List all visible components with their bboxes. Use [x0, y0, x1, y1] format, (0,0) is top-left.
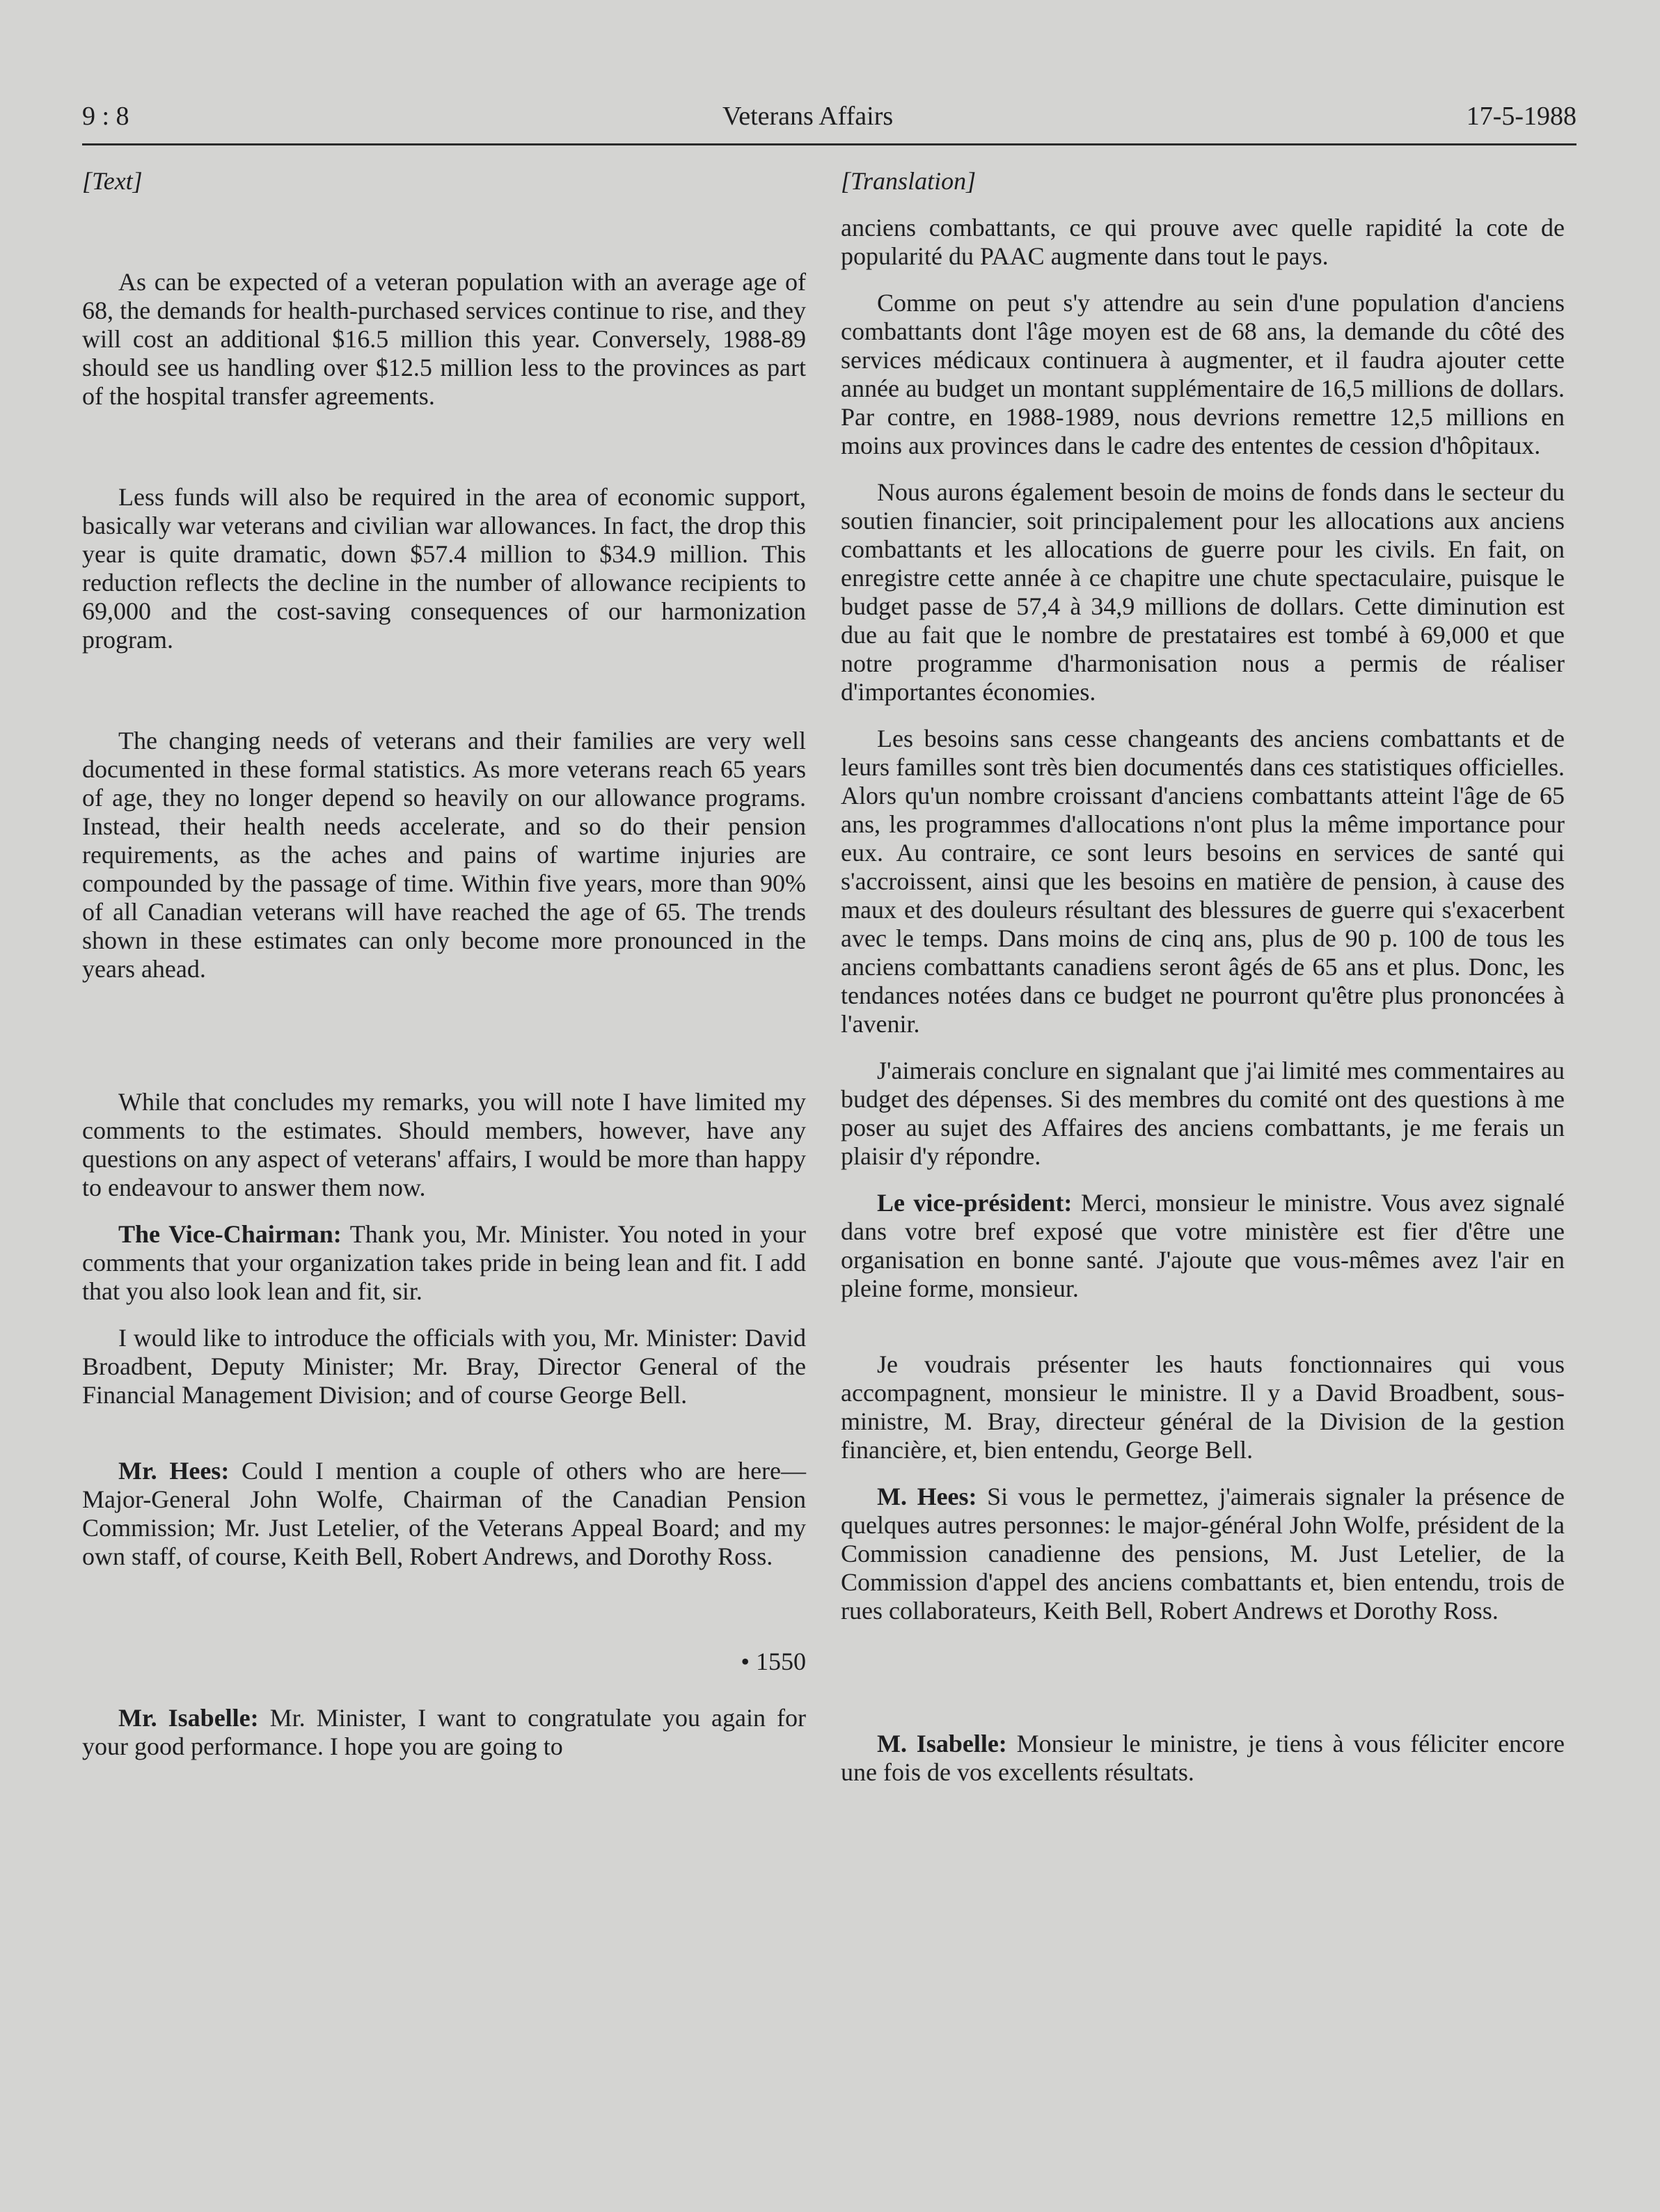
speech-text: Mr. Minister, I want to congratulate you again for your good performance. I hope you are going to	[82, 1704, 806, 1760]
speaker-paragraph	[841, 1189, 1565, 1303]
paragraph: While that concludes my remarks, you will note I have limited my comments to the estimates. Should members, however, have any questions on any aspect of veterans' affairs, I would be more than happy to endeavour to answer them now.	[82, 1088, 806, 1201]
header-rule	[82, 143, 1576, 145]
paragraph: Les besoins sans cesse changeants des anciens combattants et de leurs familles sont très bien documentés dans ces statistiques officielles. Alors qu'un nombre croissant d'anciens combattants atteint l'âge de 65 ans, les programmes d'allocations n'ont plus la même importance pour eux. Au contraire, ce sont leurs besoins en services de santé qui s'accroissent, ainsi que les besoins en matière de pension, à cause des maux et des douleurs résultant des blessures de guerre qui s'exacerbent avec le temps. Dans moins de cinq ans, plus de 90 p. 100 de tous les anciens combattants canadiens seront âgés de 65 ans et plus. Donc, les tendances notées dans ce budget ne pourront qu'être plus prononcées à l'avenir.	[841, 725, 1565, 1038]
paragraph: Less funds will also be required in the area of economic support, basically war veterans and civilian war allowances. In fact, the drop this year is quite dramatic, down $57.4 million to $34.9 million. This reduction reflects the decline in the number of allowance recipients to 69,000 and the cost-saving consequences of our harmonization program.	[82, 483, 806, 654]
paragraph: The changing needs of veterans and their families are very well documented in these formal statistics. As more veterans reach 65 years of age, they no longer depend so heavily on our allowance programs. Instead, their health needs accelerate, and so do their pension requirements, as the aches and pains of wartime injuries are compounded by the passage of time. Within five years, more than 90% of all Canadian veterans will have reached the age of 65. The trends shown in these estimates can only become more pronounced in the years ahead.	[82, 727, 806, 983]
section-tag-translation: [Translation]	[841, 167, 977, 195]
paragraph: J'aimerais conclure en signalant que j'ai limité mes commentaires au budget des dépenses. Si des membres du comité ont des questions à me poser au sujet des Affaires des anciens combattants, je me ferais un plaisir d'y répondre.	[841, 1057, 1565, 1170]
speaker-paragraph	[841, 1730, 1565, 1787]
paragraph: Je voudrais présenter les hauts fonctionnaires qui vous accompagnent, monsieur le ministre. Il y a David Broadbent, sous-ministre, M. Bray, directeur général de la Division de la gestion financière, et, bien entendu, George Bell.	[841, 1350, 1565, 1464]
french-column	[841, 167, 1565, 1787]
paragraph: anciens combattants, ce qui prouve avec quelle rapidité la cote de popularité du PAAC augmente dans tout le pays.	[841, 214, 1565, 270]
speech-text: Merci, monsieur le ministre. Vous avez signalé dans votre bref exposé que votre ministère est fier d'être une organisation en bonne santé. J'ajoute que vous-mêmes avez l'air en pleine forme, monsieur.	[841, 1189, 1565, 1302]
speaker-name: Mr. Hees:	[118, 1457, 230, 1485]
english-column	[82, 167, 806, 1761]
paragraph: I would like to introduce the officials with you, Mr. Minister: David Broadbent, Deputy Minister; Mr. Bray, Director General of the Financial Management Division; and of course George Bell.	[82, 1324, 806, 1409]
speaker-paragraph	[82, 1457, 806, 1571]
page-number: 9 : 8	[82, 102, 129, 131]
speech-text: Could I mention a couple of others who are here—Major-General John Wolfe, Chairman of the Canadian Pension Commission; Mr. Just Letelier, of the Veterans Appeal Board; and my own staff, of course, Keith Bell, Robert Andrews, and Dorothy Ross.	[82, 1457, 807, 1570]
running-title: Veterans Affairs	[722, 102, 894, 131]
paragraph: As can be expected of a veteran population with an average age of 68, the demands for health-purchased services continue to rise, and they will cost an additional $16.5 million this year. Conversely, 1988-89 should see us handling over $12.5 million less to the provinces as part of the hospital transfer agreements.	[82, 268, 806, 410]
header-date: 17-5-1988	[1466, 102, 1576, 131]
speaker-name: The Vice-Chairman:	[118, 1220, 342, 1248]
section-tag-text: [Text]	[82, 167, 143, 195]
speaker-paragraph	[82, 1220, 806, 1306]
paragraph: Comme on peut s'y attendre au sein d'une population d'anciens combattants dont l'âge moyen est de 68 ans, la demande du côté des services médicaux continuera à augmenter, et il faudra ajouter cette année au budget un montant supplémentaire de 16,5 millions de dollars. Par contre, en 1988-1989, nous devrions remettre 12,5 millions en moins aux provinces dans le cadre des ententes de cession d'hôpitaux.	[841, 289, 1565, 459]
speaker-name: Mr. Isabelle:	[118, 1704, 259, 1732]
speaker-name: M. Isabelle:	[877, 1730, 1007, 1757]
timestamp: • 1550	[741, 1648, 806, 1675]
speaker-paragraph	[82, 1704, 806, 1761]
speech-text: Thank you, Mr. Minister. You noted in your comments that your organization takes pride in being lean and fit. I add that you also look lean and fit, sir.	[82, 1220, 807, 1305]
speech-text: Monsieur le ministre, je tiens à vous féliciter encore une fois de vos excellents résultats.	[841, 1730, 1565, 1786]
speaker-name: Le vice-président:	[877, 1189, 1073, 1217]
page-header	[82, 103, 1576, 141]
speaker-name: M. Hees:	[877, 1483, 977, 1510]
paragraph: Nous aurons également besoin de moins de fonds dans le secteur du soutien financier, soit principalement pour les allocations aux anciens combattants et les allocations de guerre pour les civils. En fait, on enregistre cette année à ce chapitre une chute spectaculaire, puisque le budget passe de 57,4 à 34,9 millions de dollars. Cette diminution est due au fait que le nombre de prestataires est tombé à 69,000 et que notre programme d'harmonisation nous a permis de réaliser d'importantes économies.	[841, 478, 1565, 706]
speech-text: Si vous le permettez, j'aimerais signaler la présence de quelques autres personnes: le major-général John Wolfe, président de la Commission canadienne des pensions, M. Just Letelier, de la Commission d'appel des anciens combattants et, bien entendu, trois de rues collaborateurs, Keith Bell, Robert Andrews et Dorothy Ross.	[841, 1483, 1565, 1625]
speaker-paragraph	[841, 1483, 1565, 1625]
